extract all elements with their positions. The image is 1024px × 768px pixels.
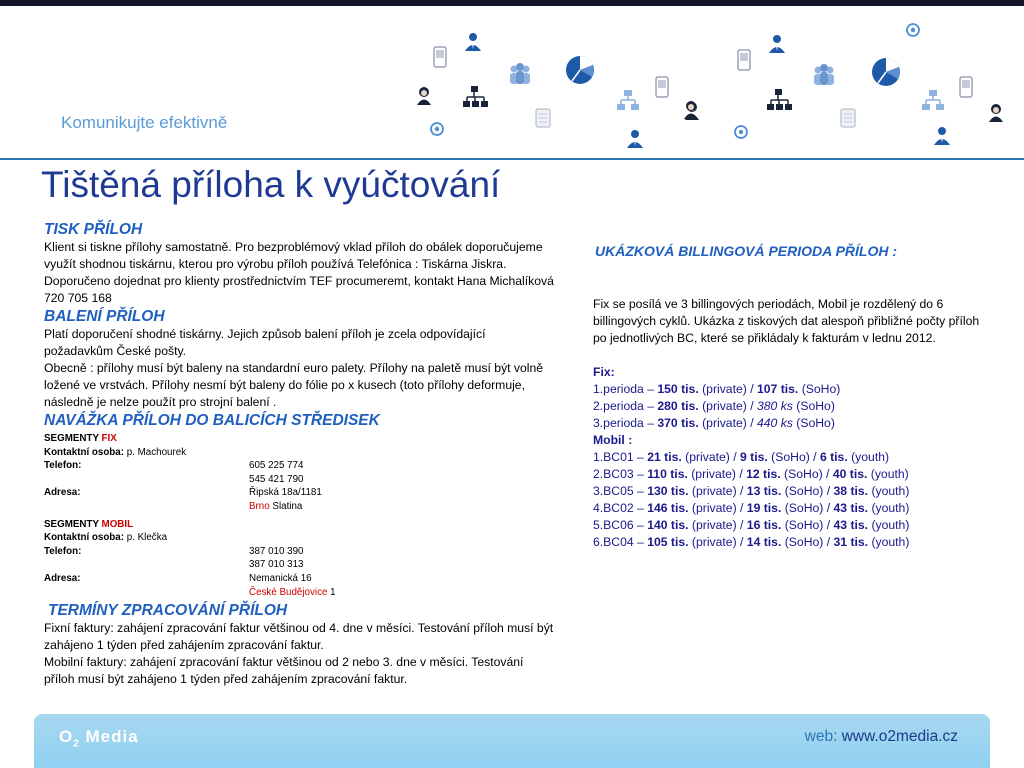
mobil-cycle-row [593,466,988,483]
woman-icon [417,87,431,105]
youth-count: 6 tis. [819,450,848,464]
youth-count: 43 tis. [833,518,869,532]
phone-value: 387 010 390 [249,545,304,557]
section-text-schedule-1: Fixní faktury: zahájení zpracování faktur většinou od 4. dne v měsíci. Testování příloh musí být zahájeno 1 týden před zahájením zpracování faktur. [44,621,554,653]
phone-icon [960,77,972,97]
address-city-rest: 1 [327,586,336,598]
address-street: Nemanická 16 [249,572,312,584]
phone-value: 387 010 313 [249,559,304,571]
soho-count: 19 tis. [746,501,782,515]
cycle-name: 4.BC02 – [593,501,648,515]
youth-label: (youth) [868,501,910,515]
section-title-schedule: TERMÍNY ZPRACOVÁNÍ PŘÍLOH [48,602,288,620]
period-name: 2.perioda – [593,399,658,413]
private-label: (private) / [688,484,747,498]
right-column [593,243,988,551]
private-count: 150 tis. [657,382,699,396]
org-chart-icon [617,90,639,110]
soho-count: 9 tis. [740,450,768,464]
target-icon [735,126,747,138]
private-label: (private) / [688,518,747,532]
person-icon [934,127,950,145]
private-count: 21 tis. [647,450,682,464]
mobil-cycle-row [593,500,988,517]
cycle-name: 3.BC05 – [593,484,648,498]
section-text-print: Klient si tiskne přílohy samostatně. Pro bezproblémový vklad příloh do obálek doporučujeme využít shodnou tiskárnu, kterou pro výrobu příloh používá Telefónica : Tiskárna Jiskra. Doporučeno dojednat pro klienty prostřednictvím TEF procumeremt, kontakt Hana Michalíková 720 705 168 [44,240,554,305]
o2-media-logo: $O_2$ Media [59,727,139,750]
cycle-name: 1.BC01 – [593,450,648,464]
phone-icon [434,47,446,67]
fix-label: Fix: [593,365,615,379]
period-name: 3.perioda – [593,416,658,430]
section-text-packing-1: Platí doporučení shodné tiskárny. Jejich způsob balení příloh je zcela odpovídající požadavkům České pošty. [44,327,486,358]
address-street: Řipská 18a/1181 [249,487,322,499]
phone-value: 605 225 774 [249,460,304,472]
private-count: 140 tis. [647,518,689,532]
web-url[interactable]: www.o2media.cz [841,728,958,745]
private-count: 370 tis. [657,416,699,430]
mobil-cycle-row [593,483,988,500]
header-icon-strip [400,12,1020,152]
tablet-icon [841,109,855,127]
private-label: (private) / [698,416,757,430]
phone-icon [656,77,668,97]
youth-count: 40 tis. [832,467,868,481]
soho-count: 12 tis. [746,467,781,481]
youth-label: (youth) [868,484,910,498]
contact-value: p. Machourek [124,446,187,458]
person-icon [627,130,643,148]
fix-period-row [593,381,988,398]
youth-label: (youth) [868,518,910,532]
person-icon [769,35,785,53]
cycle-name: 2.BC03 – [593,467,648,481]
address-city: České Budějovice [249,586,328,598]
soho-count: 440 ks [756,416,793,430]
soho-label: (SoHo) [792,416,835,430]
mobil-contact-block [44,518,554,600]
mobil-rows [593,449,988,551]
soho-label: (SoHo) [798,382,841,396]
soho-label: (SoHo) / [780,467,833,481]
youth-label: (youth) [847,450,890,464]
address-city-rest: Slatina [269,500,303,512]
phone-label: Telefon: [44,460,82,472]
youth-count: 31 tis. [833,535,869,549]
soho-count: 16 tis. [746,518,782,532]
web-label: web: [804,728,842,745]
soho-count: 13 tis. [746,484,782,498]
private-label: (private) / [698,399,757,413]
contact-label: Kontaktní osoba: [44,446,125,458]
private-count: 280 tis. [657,399,699,413]
phone-icon [738,50,750,70]
group-icon [814,64,834,85]
soho-count: 107 tis. [756,382,799,396]
section-title-print: TISK PŘÍLOH [44,221,143,238]
segment-name: FIX [101,433,117,444]
phone-label: Telefon: [44,545,82,557]
private-label: (private) / [687,467,747,481]
private-label: (private) / [681,450,741,464]
person-icon [465,33,481,51]
group-icon [510,63,530,84]
soho-count: 380 ks [756,399,793,413]
youth-count: 43 tis. [833,501,869,515]
private-label: (private) / [688,501,747,515]
fix-period-row [593,398,988,415]
youth-label: (youth) [867,467,909,481]
private-count: 130 tis. [647,484,689,498]
mobil-cycle-row [593,534,988,551]
private-count: 146 tis. [647,501,689,515]
section-title-packing: BALENÍ PŘÍLOH [44,308,165,325]
private-label: (private) / [688,535,747,549]
contact-value: p. Klečka [124,532,168,544]
pie-chart-icon [872,58,900,86]
soho-label: (SoHo) / [781,484,834,498]
soho-label: (SoHo) / [781,501,834,515]
footer-web [805,728,958,746]
org-chart-icon [922,90,944,110]
segment-label: SEGMENTY [44,518,102,530]
address-city: Brno [249,500,270,512]
youth-label: (youth) [868,535,910,549]
address-label: Adresa: [44,487,81,499]
segment-name: MOBIL [101,518,134,530]
soho-label: (SoHo) / [781,518,834,532]
section-text-schedule-2: Mobilní faktury: zahájení zpracování faktur většinou od 2 nebo 3. dne v měsíci. Testování příloh musí být zahájeno 1 týden před zahájením zpracování faktur. [44,655,524,687]
tablet-icon [536,109,550,127]
top-bar [0,0,1024,6]
fix-rows [593,381,988,432]
pie-chart-icon [566,56,594,84]
period-name: 1.perioda – [593,382,658,396]
section-text-packing-2: Obecně : přílohy musí být baleny na standardní euro palety. Přílohy na paletě musí být volně ložené ve vrstvách. Přílohy nesmí být baleny do fólie po x kusech (toto přílohy deformuje, následně je nelze použít pro strojní balení . [44,361,544,409]
private-count: 105 tis. [647,535,689,549]
soho-label: (SoHo) / [781,535,834,549]
segment-label: SEGMENTY [44,433,102,444]
org-chart-icon [463,86,488,107]
left-column [44,220,554,688]
target-icon [907,24,919,36]
target-icon [431,123,443,135]
page-title: Tištěná příloha k vyúčtování [41,164,501,205]
woman-icon [989,104,1003,122]
org-chart-icon [767,89,792,110]
private-count: 110 tis. [647,467,688,481]
tagline: Komunikujte efektivně [61,113,228,132]
address-label: Adresa: [44,572,81,584]
soho-label: (SoHo) [792,399,835,413]
mobil-label: Mobil : [593,433,633,447]
fix-period-row [593,415,988,432]
billing-intro: Fix se posílá ve 3 billingových periodách, Mobil je rozdělený do 6 billingových cyklů. Ukázka z tiskových dat alespoň přibližné počty příloh po jednotlivých BC, které se přikládaly k fakturám v lednu 2012. [593,297,980,345]
soho-label: (SoHo) / [767,450,820,464]
billing-period-title: UKÁZKOVÁ BILLINGOVÁ PERIODA PŘÍLOH : [595,243,898,259]
youth-count: 38 tis. [833,484,869,498]
phone-value: 545 421 790 [249,473,304,485]
soho-count: 14 tis. [746,535,782,549]
private-label: (private) / [698,382,757,396]
fix-contact-block [44,432,554,514]
cycle-name: 5.BC06 – [593,518,648,532]
contact-label: Kontaktní osoba: [44,532,125,544]
section-title-delivery: NAVÁŽKA PŘÍLOH DO BALICÍCH STŘEDISEK [44,412,380,429]
mobil-cycle-row [593,449,988,466]
header-divider [0,158,1024,160]
cycle-name: 6.BC04 – [593,535,648,549]
footer-bar [34,714,990,768]
mobil-cycle-row [593,517,988,534]
